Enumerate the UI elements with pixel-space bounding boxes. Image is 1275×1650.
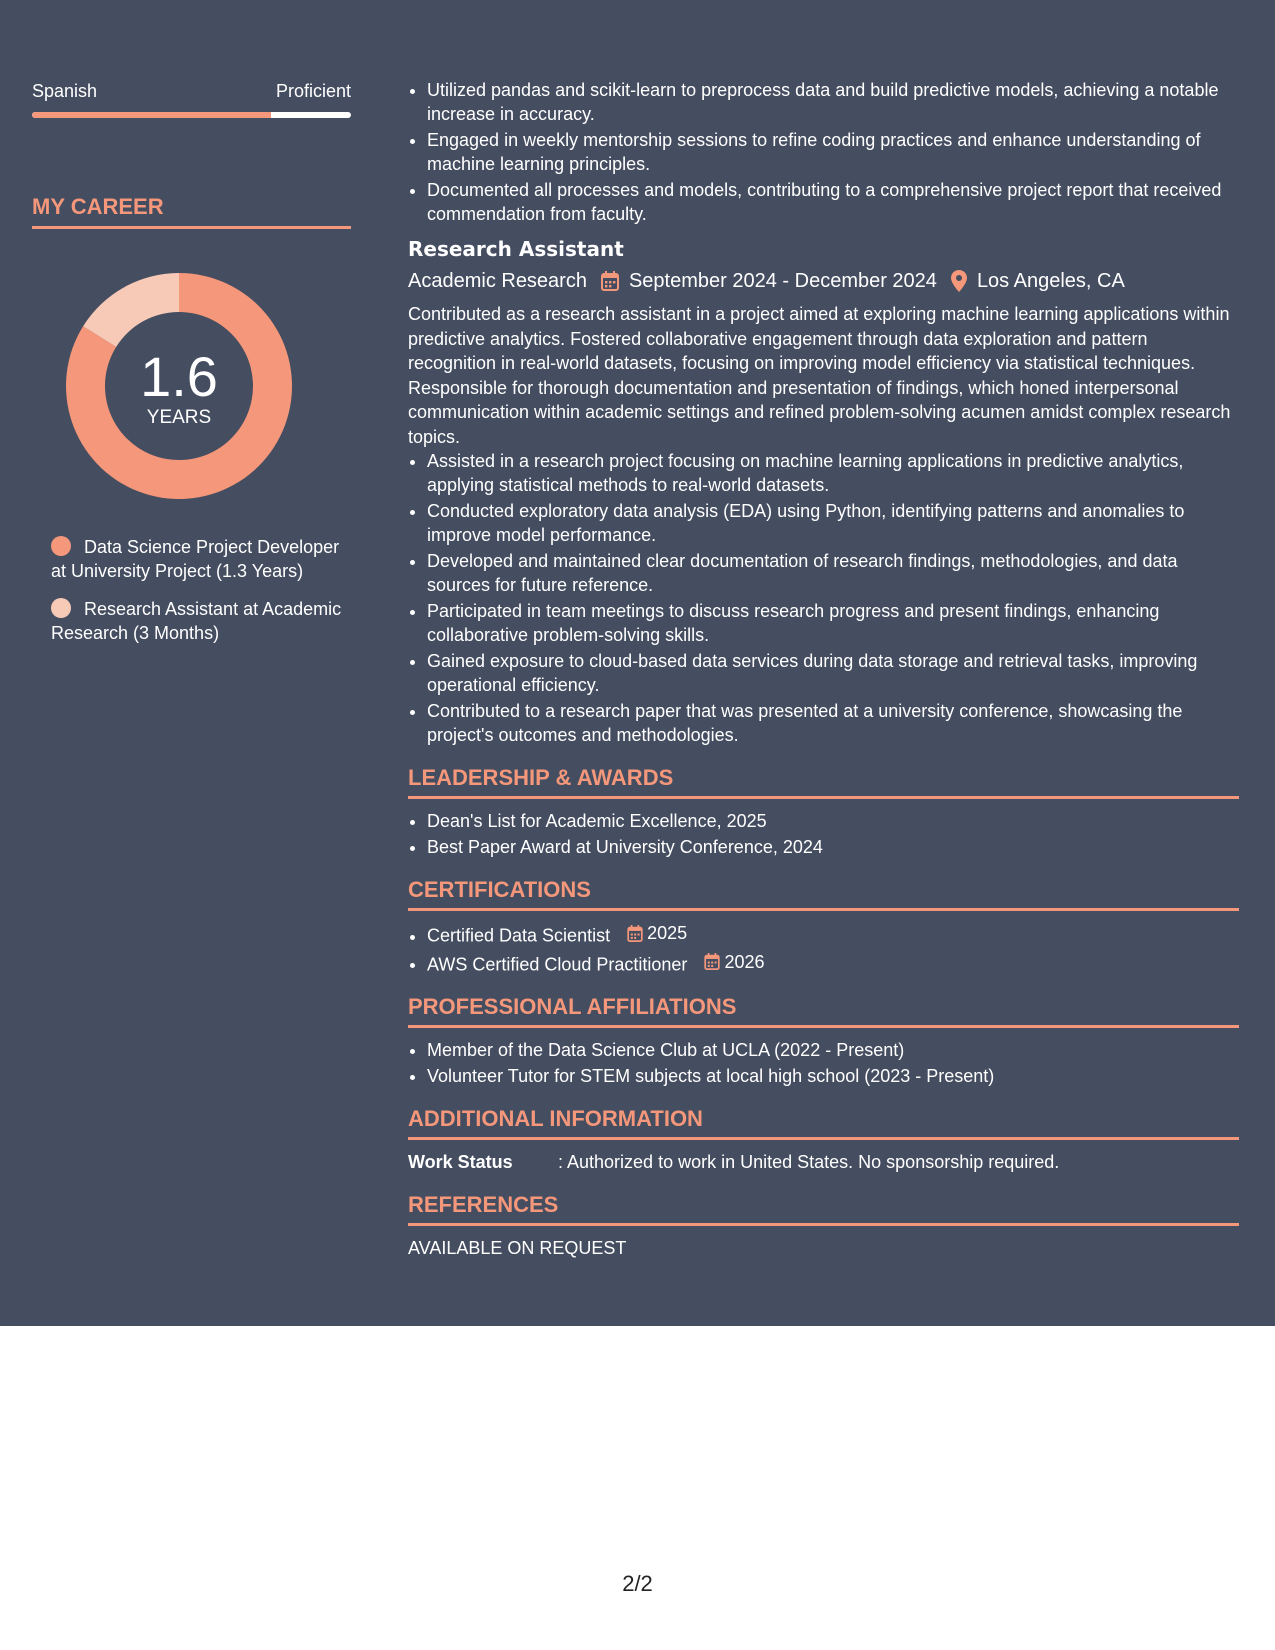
list-item: • Member of the Data Science Club at UCLA (2022 - Present)	[427, 1038, 1239, 1062]
legend-item	[51, 535, 351, 583]
leadership-list	[408, 809, 1239, 859]
list-item: • Utilized pandas and scikit-learn to preprocess data and build predictive models, achieving a notable increase in accuracy.	[427, 78, 1239, 126]
list-item: • Volunteer Tutor for STEM subjects at local high school (2023 - Present)	[427, 1064, 1239, 1088]
job-bullets	[408, 449, 1239, 747]
additional-section-title: ADDITIONAL INFORMATION	[408, 1106, 1239, 1140]
certifications-list	[408, 921, 1239, 976]
legend-label: Research Assistant at Academic Research (3 Months)	[51, 599, 342, 643]
list-item: • Assisted in a research project focusing on machine learning applications in predictive analytics, applying statistical methods to real-world datasets.	[427, 449, 1239, 497]
leadership-section-title: LEADERSHIP & AWARDS	[408, 765, 1239, 799]
career-donut-chart	[66, 273, 292, 499]
left-column	[32, 80, 351, 659]
job-description: Contributed as a research assistant in a project aimed at exploring machine learning applications within predictive analytics. Fostered collaborative engagement through data exploration and pattern recognition in real-world datasets, focusing on improving model efficiency via statistical techniques. Responsible for thorough documentation and presentation of findings, which honed interpersonal communication within academic settings and refined problem-solving acumen amidst complex research topics.	[408, 304, 1231, 447]
legend-dot-secondary	[51, 598, 71, 618]
calendar-icon	[704, 953, 720, 970]
job-company: Academic Research	[408, 270, 587, 292]
list-item: • Best Paper Award at University Conference, 2024	[427, 835, 1239, 859]
legend-item	[51, 597, 351, 645]
certifications-section-title: CERTIFICATIONS	[408, 877, 1239, 911]
certification-name: Certified Data Scientist	[427, 925, 611, 946]
language-row	[32, 80, 351, 102]
references-text: AVAILABLE ON REQUEST	[408, 1238, 627, 1258]
list-item: • Conducted exploratory data analysis (EDA) using Python, identifying patterns and anomalies to improve model performance.	[427, 499, 1239, 547]
career-section-title: MY CAREER	[32, 194, 351, 229]
work-status-value: : Authorized to work in United States. No sponsorship required.	[558, 1152, 1060, 1172]
certification-year: 2025	[647, 923, 688, 943]
legend-label: Data Science Project Developer at University Project (1.3 Years)	[51, 537, 340, 581]
work-status-row	[408, 1150, 1239, 1174]
job-title: Research Assistant	[408, 237, 624, 261]
page-number: 2/2	[622, 1571, 653, 1596]
list-item: • Contributed to a research paper that was presented at a university conference, showcasing the project's outcomes and methodologies.	[427, 699, 1239, 747]
list-item: • Participated in team meetings to discuss research progress and present findings, enhancing collaborative problem-solving skills.	[427, 599, 1239, 647]
language-proficiency-fill	[32, 112, 271, 118]
list-item	[427, 921, 1239, 948]
previous-job-bullets	[408, 78, 1239, 226]
references-section-title: REFERENCES	[408, 1192, 1239, 1226]
certification-year: 2026	[724, 951, 765, 972]
affiliations-list	[408, 1038, 1239, 1088]
language-name: Spanish	[32, 81, 98, 101]
language-proficiency-bar	[32, 112, 351, 118]
list-item	[427, 950, 1239, 977]
list-item: • Dean's List for Academic Excellence, 2025	[427, 809, 1239, 833]
job-location: Los Angeles, CA	[976, 270, 1125, 292]
calendar-icon	[601, 271, 619, 291]
career-total-unit: YEARS	[146, 407, 212, 428]
job-dates: September 2024 - December 2024	[628, 270, 937, 292]
work-status-label: Work Status	[408, 1152, 513, 1172]
affiliations-section-title: PROFESSIONAL AFFILIATIONS	[408, 994, 1239, 1028]
list-item: • Developed and maintained clear documentation of research findings, methodologies, and data sources for future reference.	[427, 549, 1239, 597]
calendar-icon	[627, 925, 643, 942]
right-column	[408, 78, 1239, 1260]
certification-name: AWS Certified Cloud Practitioner	[427, 954, 688, 974]
career-legend	[51, 535, 351, 645]
legend-dot-primary	[51, 536, 71, 556]
career-total-value: 1.6	[140, 345, 218, 408]
language-level: Proficient	[275, 81, 351, 101]
list-item: • Documented all processes and models, contributing to a comprehensive project report that received commendation from faculty.	[427, 178, 1239, 226]
list-item: • Engaged in weekly mentorship sessions to refine coding practices and enhance understanding of machine learning principles.	[427, 128, 1239, 176]
job-meta	[408, 268, 1239, 294]
list-item: • Gained exposure to cloud-based data services during data storage and retrieval tasks, improving operational efficiency.	[427, 649, 1239, 697]
location-pin-icon	[951, 270, 967, 292]
